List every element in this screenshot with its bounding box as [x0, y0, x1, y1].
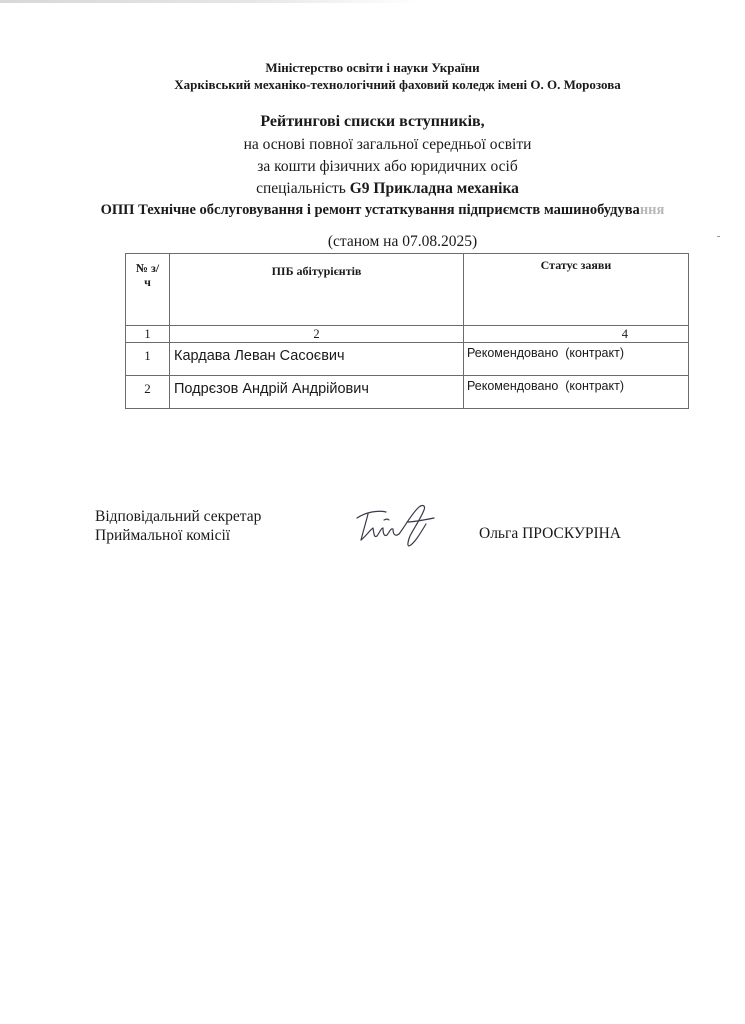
rating-table — [125, 253, 689, 409]
program-name: ОПП Технічне обслуговування і ремонт устаткування підприємств машинобудува — [100, 202, 640, 218]
applicant-name: Кардава Леван Сасоєвич — [170, 343, 464, 376]
specialty-prefix: спеціальність — [256, 180, 350, 197]
column-index: 4 — [464, 326, 689, 343]
ministry-name: Міністерство освіти і науки України — [265, 60, 480, 75]
role-line: Приймальної комісії — [95, 527, 231, 544]
program-name-tail: ння — [639, 202, 665, 218]
applicant-name: Подрєзов Андрій Андрійович — [170, 376, 464, 409]
specialty — [0, 180, 745, 198]
as-of-date: (станом на 07.08.2025) — [327, 233, 478, 250]
role-line: Відповідальний секретар — [95, 508, 262, 525]
table-header-row — [126, 254, 689, 326]
table-row — [126, 376, 689, 409]
application-status: Рекомендовано (контракт) — [464, 343, 689, 376]
scan-edge — [0, 0, 420, 3]
college-name: Харківський механіко-технологічний фаховий коледж імені О. О. Морозова — [174, 77, 621, 92]
educational-program — [0, 202, 745, 219]
education-basis: на основі повної загальної середньої освіти — [243, 136, 532, 153]
header-number: № з/ч — [126, 254, 170, 326]
handwritten-signature — [352, 500, 442, 550]
specialty-name: G9 Прикладна механіка — [349, 180, 519, 197]
row-number: 1 — [126, 343, 170, 376]
column-index: 2 — [170, 326, 464, 343]
header-status: Статус заяви — [464, 254, 689, 326]
document-title: Рейтингові списки вступників, — [260, 113, 485, 130]
funding-source: за кошти фізичних або юридичних осіб — [257, 158, 518, 175]
column-index: 1 — [126, 326, 170, 343]
signatory-role — [95, 507, 261, 545]
header-name: ПІБ абітурієнтів — [170, 254, 464, 326]
application-status: Рекомендовано (контракт) — [464, 376, 689, 409]
signatory-name: Ольга ПРОСКУРІНА — [479, 525, 622, 542]
row-number: 2 — [126, 376, 170, 409]
table-row — [126, 343, 689, 376]
column-index-row — [126, 326, 689, 343]
scan-artifact — [717, 236, 720, 237]
